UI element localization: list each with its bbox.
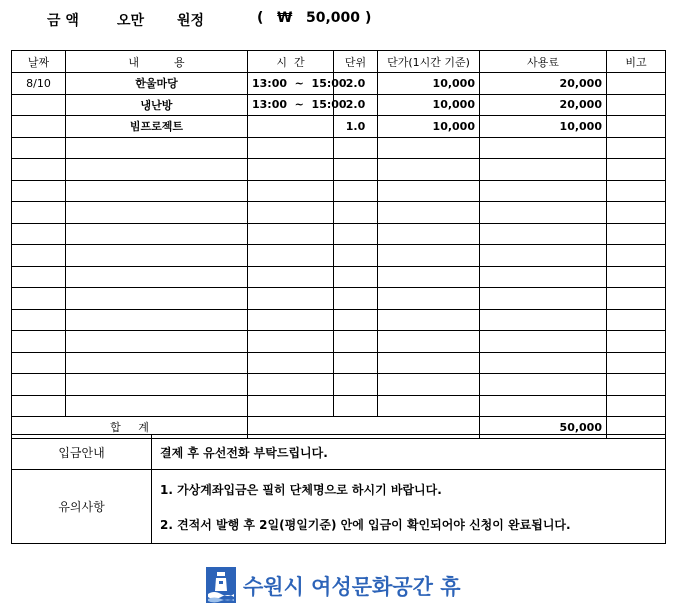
cell-item: 한울마당 — [66, 73, 248, 95]
table-row — [12, 116, 666, 138]
cell-note — [607, 73, 666, 95]
table-row — [12, 202, 666, 224]
table-row — [12, 352, 666, 374]
payment-text: 결제 후 유선전화 부탁드립니다. — [152, 435, 666, 470]
amount-close-paren: ) — [365, 10, 372, 26]
cell-time: 13:00 ~ 15:00 — [248, 73, 334, 95]
amount-unit: 원정 — [177, 13, 205, 29]
cell-date — [12, 94, 66, 116]
table-row — [12, 159, 666, 181]
header-price: 단가(1시간 기준) — [378, 51, 480, 73]
table-row — [12, 137, 666, 159]
cell-unit: 2.0 — [334, 73, 378, 95]
cell-fee: 20,000 — [480, 94, 607, 116]
amount-currency: ₩ — [277, 10, 293, 26]
cell-note — [607, 116, 666, 138]
lighthouse-icon — [206, 567, 236, 603]
header-time: 시 간 — [248, 51, 334, 73]
cell-date — [12, 116, 66, 138]
amount-open-paren: ( — [257, 10, 264, 26]
table-row — [12, 288, 666, 310]
cell-fee: 20,000 — [480, 73, 607, 95]
cell-price: 10,000 — [378, 94, 480, 116]
total-value: 50,000 — [480, 417, 607, 439]
header-date: 날짜 — [12, 51, 66, 73]
table-row — [12, 331, 666, 353]
cell-time — [248, 116, 334, 138]
caution-text — [152, 470, 666, 544]
cell-time: 13:00 ~ 15:00 — [248, 94, 334, 116]
cell-fee: 10,000 — [480, 116, 607, 138]
amount-value: 50,000 — [306, 10, 361, 26]
cell-date: 8/10 — [12, 73, 66, 95]
payment-row — [12, 435, 666, 470]
estimate-table — [11, 50, 666, 439]
table-row — [12, 223, 666, 245]
header-item: 내 용 — [66, 51, 248, 73]
table-row — [12, 395, 666, 417]
table-row — [12, 309, 666, 331]
cell-unit: 2.0 — [334, 94, 378, 116]
cell-price: 10,000 — [378, 73, 480, 95]
table-header-row — [12, 51, 666, 73]
header-unit: 단위 — [334, 51, 378, 73]
header-note: 비고 — [607, 51, 666, 73]
header-fee: 사용료 — [480, 51, 607, 73]
caution-label: 유의사항 — [12, 470, 152, 544]
caution-row — [12, 470, 666, 544]
cell-unit: 1.0 — [334, 116, 378, 138]
amount-label: 금 액 — [47, 13, 79, 29]
table-row — [12, 245, 666, 267]
table-row — [12, 180, 666, 202]
caution-line-1: 1. 가상계좌입금은 필히 단체명으로 하시기 바랍니다. — [160, 482, 442, 497]
logo-text: 수원시 여성문화공간 휴 — [243, 575, 461, 599]
cell-item: 빔프로젝트 — [66, 116, 248, 138]
caution-line-2: 2. 견적서 발행 후 2일(평일기준) 안에 입금이 확인되어야 신청이 완료됩니다. — [160, 517, 571, 532]
cell-item: 냉난방 — [66, 94, 248, 116]
cell-note — [607, 94, 666, 116]
cell-price: 10,000 — [378, 116, 480, 138]
notes-table — [11, 434, 666, 544]
table-row — [12, 73, 666, 95]
table-row — [12, 374, 666, 396]
table-row — [12, 94, 666, 116]
table-row — [12, 266, 666, 288]
payment-label: 입금안내 — [12, 435, 152, 470]
amount-korean: 오만 — [117, 13, 145, 29]
total-label: 합 계 — [12, 417, 248, 439]
